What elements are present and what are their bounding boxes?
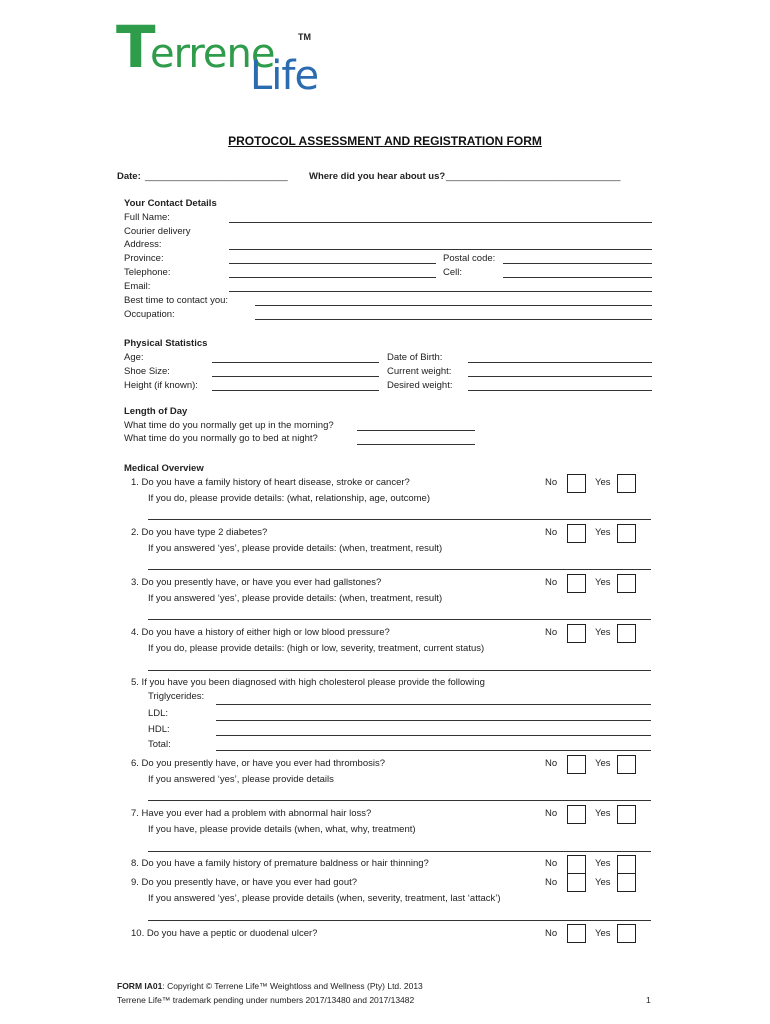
q1-no-label: No bbox=[545, 477, 558, 488]
province-label: Province: bbox=[124, 253, 164, 264]
question-2: 2. Do you have type 2 diabetes? bbox=[131, 527, 268, 538]
courier-label: Courier delivery bbox=[124, 226, 191, 237]
logo-letter-t: T bbox=[116, 13, 156, 81]
question-6: 6. Do you presently have, or have you ever had thrombosis? bbox=[131, 758, 386, 769]
q8-yes-checkbox[interactable] bbox=[617, 855, 636, 874]
q4-no-checkbox[interactable] bbox=[567, 624, 586, 643]
q6-yes-label: Yes bbox=[595, 758, 611, 769]
q7-yes-label: Yes bbox=[595, 808, 611, 819]
question-1-details: If you do, please provide details: (what, relationship, age, outcome) bbox=[148, 493, 430, 504]
q3-details-field[interactable] bbox=[148, 619, 651, 620]
occupation-label: Occupation: bbox=[124, 309, 175, 320]
trademark-text: Terrene Life™ trademark pending under numbers 2017/13480 and 2017/13482 bbox=[117, 995, 415, 1005]
hear-about-label: Where did you hear about us? bbox=[309, 171, 446, 182]
cell-label: Cell: bbox=[443, 267, 463, 278]
address-label: Address: bbox=[124, 239, 162, 250]
question-3-details: If you answered ‘yes’, please provide details: (when, treatment, result) bbox=[148, 593, 443, 604]
email-label: Email: bbox=[124, 281, 151, 292]
q2-no-label: No bbox=[545, 527, 558, 538]
full-name-label: Full Name: bbox=[124, 212, 170, 223]
q9-yes-checkbox[interactable] bbox=[617, 873, 636, 892]
q4-yes-label: Yes bbox=[595, 627, 611, 638]
question-1: 1. Do you have a family history of heart disease, stroke or cancer? bbox=[131, 477, 410, 488]
q2-details-field[interactable] bbox=[148, 569, 651, 570]
triglycerides-field[interactable] bbox=[216, 704, 651, 705]
hear-about-field[interactable]: _________________________________ bbox=[446, 171, 621, 182]
bed-time-field[interactable] bbox=[357, 444, 475, 445]
medical-heading: Medical Overview bbox=[124, 463, 204, 474]
q6-no-label: No bbox=[545, 758, 558, 769]
triglycerides-label: Triglycerides: bbox=[148, 691, 205, 702]
date-field[interactable]: ___________________________ bbox=[145, 171, 288, 182]
question-9-details: If you answered ‘yes’, please provide details (when, severity, treatment, last ‘attack’) bbox=[148, 893, 501, 904]
question-5: 5. If you have you been diagnosed with high cholesterol please provide the following bbox=[131, 677, 485, 688]
q7-no-checkbox[interactable] bbox=[567, 805, 586, 824]
logo-trademark: TM bbox=[298, 32, 311, 42]
form-title: PROTOCOL ASSESSMENT AND REGISTRATION FORM bbox=[228, 134, 542, 148]
q2-yes-checkbox[interactable] bbox=[617, 524, 636, 543]
q2-no-checkbox[interactable] bbox=[567, 524, 586, 543]
postal-code-field[interactable] bbox=[503, 263, 652, 264]
logo-word-life: Life bbox=[250, 53, 319, 99]
q9-no-checkbox[interactable] bbox=[567, 873, 586, 892]
current-weight-label: Current weight: bbox=[387, 366, 452, 377]
question-9: 9. Do you presently have, or have you ever had gout? bbox=[131, 877, 358, 888]
date-label: Date: bbox=[117, 171, 141, 182]
logo-word-errene: errene bbox=[150, 31, 275, 77]
page-number: 1 bbox=[646, 995, 651, 1005]
q9-no-label: No bbox=[545, 877, 558, 888]
question-3: 3. Do you presently have, or have you ever had gallstones? bbox=[131, 577, 382, 588]
q10-yes-checkbox[interactable] bbox=[617, 924, 636, 943]
best-time-field[interactable] bbox=[255, 305, 652, 306]
copyright-text: : Copyright © Terrene Life™ Weightloss and Wellness (Pty) Ltd. 2013 bbox=[162, 981, 423, 991]
q10-yes-label: Yes bbox=[595, 928, 611, 939]
q2-yes-label: Yes bbox=[595, 527, 611, 538]
q9-details-field[interactable] bbox=[148, 920, 651, 921]
ldl-field[interactable] bbox=[216, 720, 651, 721]
occupation-field[interactable] bbox=[255, 319, 652, 320]
total-label: Total: bbox=[148, 739, 171, 750]
length-of-day-heading: Length of Day bbox=[124, 406, 188, 417]
email-field[interactable] bbox=[229, 291, 652, 292]
shoe-size-label: Shoe Size: bbox=[124, 366, 170, 377]
q1-no-checkbox[interactable] bbox=[567, 474, 586, 493]
total-field[interactable] bbox=[216, 750, 651, 751]
question-4-details: If you do, please provide details: (high or low, severity, treatment, current status) bbox=[148, 643, 485, 654]
q4-yes-checkbox[interactable] bbox=[617, 624, 636, 643]
question-10: 10. Do you have a peptic or duodenal ulcer? bbox=[131, 928, 318, 939]
q1-yes-label: Yes bbox=[595, 477, 611, 488]
province-field[interactable] bbox=[229, 263, 436, 264]
hdl-field[interactable] bbox=[216, 735, 651, 736]
q3-yes-checkbox[interactable] bbox=[617, 574, 636, 593]
address-field[interactable] bbox=[229, 249, 652, 250]
height-field[interactable] bbox=[212, 390, 379, 391]
q6-yes-checkbox[interactable] bbox=[617, 755, 636, 774]
footer-copyright-line bbox=[117, 981, 423, 991]
q6-no-checkbox[interactable] bbox=[567, 755, 586, 774]
cell-field[interactable] bbox=[503, 277, 652, 278]
dob-label: Date of Birth: bbox=[387, 352, 443, 363]
age-field[interactable] bbox=[212, 362, 379, 363]
contact-heading: Your Contact Details bbox=[124, 198, 217, 209]
telephone-field[interactable] bbox=[229, 277, 436, 278]
q7-details-field[interactable] bbox=[148, 851, 651, 852]
dob-field[interactable] bbox=[468, 362, 652, 363]
q1-details-field[interactable] bbox=[148, 519, 651, 520]
age-label: Age: bbox=[124, 352, 144, 363]
current-weight-field[interactable] bbox=[468, 376, 652, 377]
q7-no-label: No bbox=[545, 808, 558, 819]
q3-yes-label: Yes bbox=[595, 577, 611, 588]
q8-yes-label: Yes bbox=[595, 858, 611, 869]
q7-yes-checkbox[interactable] bbox=[617, 805, 636, 824]
q1-yes-checkbox[interactable] bbox=[617, 474, 636, 493]
q6-details-field[interactable] bbox=[148, 800, 651, 801]
q8-no-checkbox[interactable] bbox=[567, 855, 586, 874]
q10-no-checkbox[interactable] bbox=[567, 924, 586, 943]
hdl-label: HDL: bbox=[148, 724, 170, 735]
question-4: 4. Do you have a history of either high or low blood pressure? bbox=[131, 627, 390, 638]
bed-time-label: What time do you normally go to bed at night? bbox=[124, 433, 318, 444]
q3-no-label: No bbox=[545, 577, 558, 588]
q8-no-label: No bbox=[545, 858, 558, 869]
height-label: Height (if known): bbox=[124, 380, 198, 391]
form-id: FORM IA01 bbox=[117, 981, 163, 991]
question-6-details: If you answered ‘yes’, please provide details bbox=[148, 774, 334, 785]
question-2-details: If you answered ‘yes’, please provide details: (when, treatment, result) bbox=[148, 543, 443, 554]
full-name-field[interactable] bbox=[229, 222, 652, 223]
telephone-label: Telephone: bbox=[124, 267, 171, 278]
desired-weight-label: Desired weight: bbox=[387, 380, 453, 391]
shoe-size-field[interactable] bbox=[212, 376, 379, 377]
postal-code-label: Postal code: bbox=[443, 253, 496, 264]
q10-no-label: No bbox=[545, 928, 558, 939]
wake-time-label: What time do you normally get up in the morning? bbox=[124, 420, 334, 431]
q9-yes-label: Yes bbox=[595, 877, 611, 888]
desired-weight-field[interactable] bbox=[468, 390, 652, 391]
best-time-label: Best time to contact you: bbox=[124, 295, 229, 306]
question-7: 7. Have you ever had a problem with abnormal hair loss? bbox=[131, 808, 372, 819]
wake-time-field[interactable] bbox=[357, 430, 475, 431]
ldl-label: LDL: bbox=[148, 708, 169, 719]
q4-no-label: No bbox=[545, 627, 558, 638]
q3-no-checkbox[interactable] bbox=[567, 574, 586, 593]
question-8: 8. Do you have a family history of premature baldness or hair thinning? bbox=[131, 858, 429, 869]
physical-heading: Physical Statistics bbox=[124, 338, 208, 349]
question-7-details: If you have, please provide details (when, what, why, treatment) bbox=[148, 824, 416, 835]
q4-details-field[interactable] bbox=[148, 670, 651, 671]
